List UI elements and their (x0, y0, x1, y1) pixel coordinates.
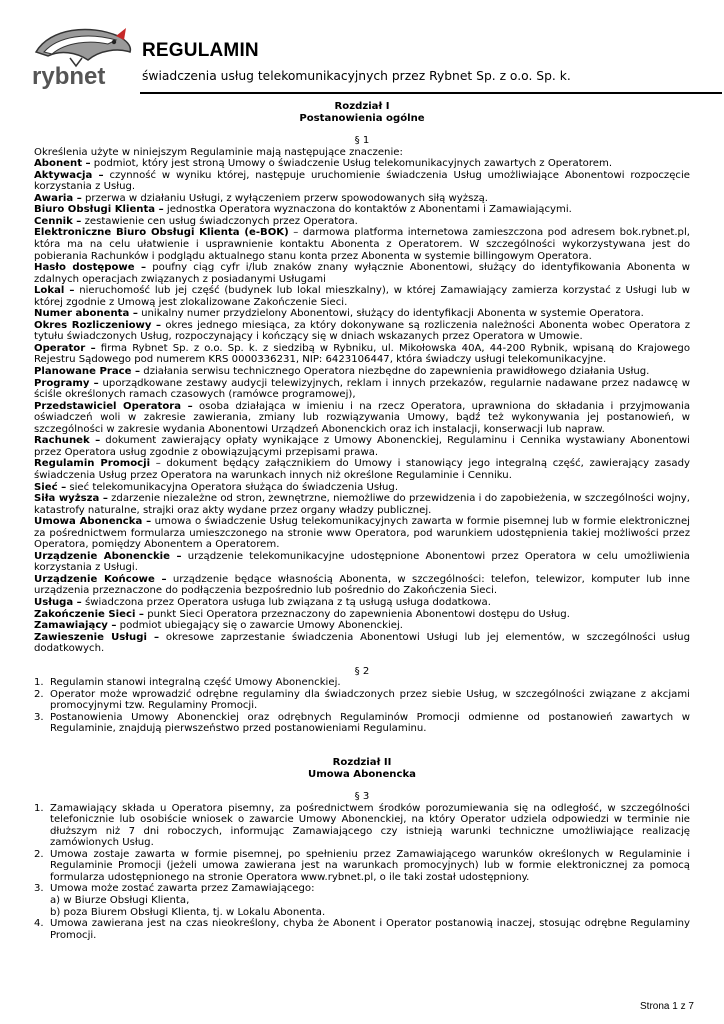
section-mark: § 3 (354, 791, 370, 803)
definition-term: Zawieszenie Usługi – (34, 631, 160, 643)
page-number: Strona 1 z 7 (640, 1001, 694, 1012)
definition-item (34, 320, 690, 343)
definition-item (34, 620, 690, 632)
definition-item (34, 204, 690, 216)
definition-term: Lokal – (34, 285, 75, 297)
definition-text: czynność w wyniku której, następuje uruchomienie świadczenia Usług umożliwiające Abonentowi rozpoczęcie korzystania z Usług. (34, 169, 690, 193)
list-text: Umowa może zostać zawarta przez Zamawiającego: (50, 883, 315, 895)
definition-item (34, 493, 690, 516)
list-number: 4. (34, 918, 44, 930)
definition-term: Zakończenie Sieci – (34, 608, 144, 620)
list-text: Operator może wprowadzić odrębne regulaminy dla świadczonych przez siebie Usług, w szczególności związane z akcjami promocyjnymi tzw. Regulaminy Promocji. (50, 688, 690, 712)
definition-item (34, 158, 690, 170)
definition-term: Elektroniczne Biuro Obsługi Klienta (e-BOK) (34, 227, 289, 239)
list-text: Regulamin stanowi integralną część Umowy Abonenckiej. (50, 677, 341, 689)
logo-text: rybnet (32, 63, 106, 90)
fish-icon (36, 29, 130, 60)
definitions-intro: Określenia użyte w niniejszym Regulaminie mają następujące znaczenie: (34, 146, 403, 158)
definition-term: Numer abonenta – (34, 308, 138, 320)
definition-term: Awaria – (34, 192, 82, 204)
definition-text: – darmowa platforma internetowa zamieszczona pod adresem bok.rybnet.pl, która ma na celu ułatwienie i usprawnienie kontaktu Abonenta z Operatorem. W szczególności wykorzystywana jest do pobierania Rachunków i podglądu aktualnego stanu konta przez Abonenta w systemie billingowym Operatora. (34, 227, 690, 262)
definition-term: Rachunek – (34, 435, 101, 447)
list-item (34, 883, 690, 918)
definition-term: Aktywacja – (34, 169, 104, 181)
definitions-list (34, 158, 690, 655)
definition-term: Programy – (34, 377, 99, 389)
definition-item (34, 285, 690, 308)
sub-list-item: a) w Biurze Obsługi Klienta, (50, 895, 190, 906)
definition-text: firma Rybnet Sp. z o.o. Sp. k. z siedzibą w Rybniku, ul. Mikołowska 40A, 44-200 Rybnik, wpisaną do Krajowego Rejestru Sądowego pod numerem KRS 0000336231, NIP: 6423106447, która świadczy usługi telekomunikacyjne. (34, 342, 691, 366)
definition-item (34, 482, 690, 494)
definition-item (34, 170, 690, 193)
definition-text: unikalny numer przydzielony Abonentowi, służący do identyfikacji Abonenta w systemie Operatora. (141, 308, 644, 320)
definition-text: urządzenie telekomunikacyjne udostępnione Abonentowi przez Operatora w celu umożliwienia korzystania z Usługi. (34, 550, 690, 574)
list-item (34, 849, 690, 884)
definition-term: Urządzenie Abonenckie – (34, 550, 182, 562)
definition-item (34, 435, 690, 458)
list-item (34, 803, 690, 849)
list-item (34, 918, 690, 941)
definition-text: uporządkowane zestawy audycji telewizyjnych, reklam i innych przekazów, regularnie nadawane przez nadawcę w ściśle określonych ramach czasowych (ramówce programowej), (34, 377, 691, 401)
definition-term: Abonent – (34, 158, 91, 170)
definition-item (34, 366, 690, 378)
definition-term: Regulamin Promocji (34, 458, 151, 470)
sub-list-item: b) poza Biurem Obsługi Klienta, tj. w Lokalu Abonenta. (50, 906, 326, 918)
definition-text: zestawienie cen usług świadczonych przez Operatora. (84, 215, 358, 227)
definition-term: Urządzenie Końcowe – (34, 573, 167, 585)
definition-term: Zamawiający – (34, 620, 117, 632)
header-divider (140, 92, 722, 94)
definition-item (34, 597, 690, 609)
definition-item (34, 401, 690, 436)
definition-text: osoba działająca w imieniu i na rzecz Operatora, uprawniona do składania i przyjmowania oświadczeń woli w zakresie zawierania, zmiany lub rozwiązywania Umowy, bądź też wykonywania jej postanowień, w szczególności w zakresie wydania Abonentowi Urządzeń Abonenckich oraz ich instalacji, konserwacji lub napraw. (34, 400, 690, 435)
list-item (34, 677, 690, 689)
section-2-list (34, 677, 690, 735)
list-number: 3. (34, 711, 44, 723)
document-subtitle: świadczenia usług telekomunikacyjnych przez Rybnet Sp. z o.o. Sp. k. (142, 69, 571, 83)
definition-text: podmiot, który jest stroną Umowy o świadczenie Usług telekomunikacyjnych zawartych z Operatorem. (93, 158, 613, 170)
list-number: 2. (34, 848, 44, 860)
list-text: Postanowienia Umowy Abonenckiej oraz odrębnych Regulaminów Promocji odmienne od postanowień zawartych w Regulaminie, znajdują pierwszeństwo przed postanowieniami Regulaminu. (50, 711, 690, 735)
list-number: 1. (34, 802, 44, 814)
definition-text: okres jednego miesiąca, za który dokonywane są rozliczenia należności Abonenta wobec Operatora z tytułu świadczonych Usług, rozpoczynający i kończący się w dniach wskazanych przez Operatora w Umowie. (34, 319, 691, 343)
definition-term: Okres Rozliczeniowy – (34, 319, 162, 331)
definition-item (34, 193, 690, 205)
definition-text: poufny ciąg cyfr i/lub znaków znany wyłącznie Abonentowi, służący do identyfikowania Abonenta w zdalnych operacjach związanych z posiadanymi Usługami (34, 262, 690, 285)
definition-term: Cennik – (34, 215, 82, 227)
definition-term: Operator – (34, 342, 96, 354)
chapter-subtitle: Umowa Abonencka (308, 768, 416, 780)
definition-text: przerwa w działaniu Usługi, z wyłączeniem przerw spowodowanych siłą wyższą. (84, 192, 489, 204)
document-title: REGULAMIN (142, 40, 259, 61)
definition-term: Planowane Prace – (34, 366, 141, 378)
definition-item (34, 262, 690, 285)
definition-item (34, 227, 690, 262)
definition-item (34, 551, 690, 574)
list-item (34, 712, 690, 735)
list-number: 2. (34, 688, 44, 700)
definition-term: Siła wyższa – (34, 493, 108, 505)
definition-text: urządzenie będące własnością Abonenta, w szczególności: telefon, telewizor, komputer lub inne urządzenia przeznaczone do podłączenia bezpośrednio lub pośrednio do Zakończenia Sieci. (34, 573, 690, 597)
definition-text: – dokument będący załącznikiem do Umowy i stanowiący jego integralną część, zawierający zasady świadczenia Usług przez Operatora na warunkach innych niż określone Regulaminie i Cenniku. (34, 458, 690, 481)
definition-text: zdarzenie niezależne od stron, zewnętrzne, niemożliwe do przewidzenia i do zapobieżenia, w szczególności wojny, katastrofy naturalne, strajki oraz akty wydane przez organy władzy publicznej. (34, 493, 690, 516)
definition-text: podmiot ubiegający się o zawarcie Umowy Abonenckiej. (119, 620, 404, 632)
definition-item (34, 632, 690, 655)
chapter-title: Rozdział I (334, 101, 390, 112)
rybnet-logo (30, 22, 135, 92)
definition-item (34, 216, 690, 228)
definition-term: Przedstawiciel Operatora – (34, 400, 193, 412)
definition-text: dokument zawierający opłaty wynikające z Umowy Abonenckiej, Regulaminu i Cennika wystawiany Abonentowi przez Operatora usług zgodnie z obowiązującymi przepisami prawa. (34, 435, 690, 458)
definition-item (34, 308, 690, 320)
section-mark: § 1 (354, 135, 370, 147)
definition-item (34, 458, 690, 481)
definition-item (34, 378, 690, 401)
chapter-title: Rozdział II (332, 756, 392, 768)
definition-text: świadczona przez Operatora usługa lub związana z tą usługą usługa dodatkowa. (84, 596, 491, 608)
definition-term: Hasło dostępowe – (34, 262, 147, 274)
definition-text: działania serwisu technicznego Operatora niezbędne do zapewnienia prawidłowego działania Usług. (143, 366, 650, 378)
document-body (34, 101, 690, 941)
list-text: Zamawiający składa u Operatora pisemny, za pośrednictwem środków porozumiewania się na odległość, w szczególności telefonicznie lub osobiście wniosek o zawarcie Umowy Abonenckiej, na który Operator udziela odpowiedzi w terminie nie dłuższym niż 7 dni roboczych, informując Zamawiającego czy istnieją warunki techniczne umożliwiające realizację zamówionych Usług. (50, 802, 690, 849)
list-number: 3. (34, 883, 44, 895)
definition-term: Usługa – (34, 596, 82, 608)
list-item (34, 689, 690, 712)
definition-text: nieruchomość lub jej część (budynek lub lokal mieszkalny), w której Zamawiający zamierza korzystać z Usługi lub w której zgodnie z Umową jest zlokalizowane Zakończenie Sieci. (34, 285, 690, 308)
section-3-list (34, 803, 690, 942)
definition-text: sieć telekomunikacyjna Operatora służąca do świadczenia Usług. (69, 481, 399, 493)
definition-item (34, 516, 690, 551)
definition-term: Umowa Abonencka – (34, 516, 152, 528)
definition-text: umowa o świadczenie Usług telekomunikacyjnych zawarta w formie pisemnej lub w formie elektronicznej za pośrednictwem formularza umieszczonego na stronie www Operatora, pod warunkiem udostępnienia takiej możliwości przez Operatora, pomiędzy Abonentem a Operatorem. (34, 516, 690, 551)
definition-text: punkt Sieci Operatora przeznaczony do zapewnienia Abonentowi dostępu do Usług. (147, 608, 570, 620)
chapter-subtitle: Postanowienia ogólne (299, 112, 425, 124)
definition-item (34, 343, 690, 366)
list-text: Umowa zawierana jest na czas nieokreślony, chyba że Abonent i Operator postanowią inaczej, stosując odrębne Regulaminy Promocji. (50, 918, 690, 941)
definition-text: jednostka Operatora wyznaczona do kontaktów z Abonentami i Zamawiającymi. (166, 204, 572, 216)
definition-text: okresowe zaprzestanie świadczenia Abonentowi Usługi lub jej elementów, w szczególności usług dodatkowych. (34, 631, 690, 655)
definition-term: Sieć – (34, 481, 67, 493)
definition-term: Biuro Obsługi Klienta – (34, 204, 164, 216)
definition-item (34, 574, 690, 597)
definition-item (34, 609, 690, 621)
list-number: 1. (34, 677, 44, 689)
list-text: Umowa zostaje zawarta w formie pisemnej, po spełnieniu przez Zamawiającego warunków określonych w Regulaminie i Regulaminie Promocji (jeżeli umowa zawierana jest na warunkach promocyjnych) lub w formie elektronicznej za pomocą formularza udostępnionego na stronie Operatora www.rybnet.pl, o ile taki został udostępniony. (50, 848, 690, 883)
section-mark: § 2 (354, 665, 370, 677)
